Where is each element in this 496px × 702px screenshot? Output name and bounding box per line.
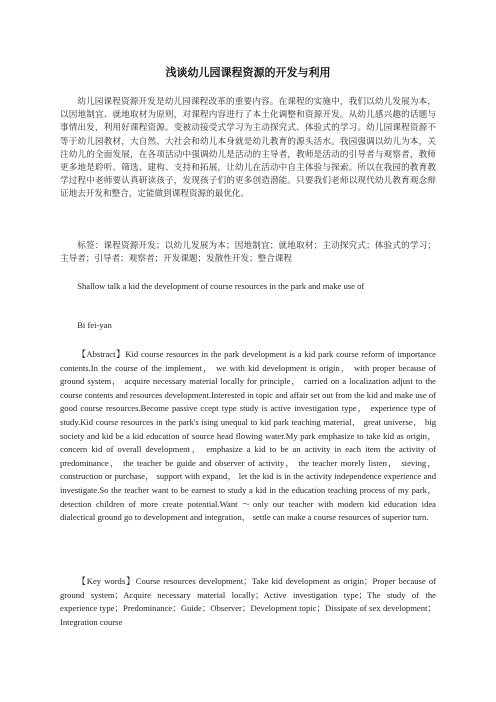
abstract-chinese: 幼儿园课程资源开发是幼儿园课程改革的重要内容。在课程的实施中，我们以幼儿发展为本，以因地制宜、就地取材为原则，对课程内容进行了本土化调整和资源开发。从幼儿感兴趣的话题与事情出发，利用好课程资源。变被动接受式学习为主动探究式、体验式的学习。幼儿园课程资源不等于幼儿园教材，大自然、大社会和幼儿本身就是幼儿教育的源头活水。我园强调以幼儿为本，关注幼儿的全面发展，在各项活动中强调幼儿是活动的主导者，教师是活动的引导者与观察者，教师更多地是聆听、筛选、建构、支持和拓展，让幼儿在活动中自主体验与探索。所以在我园的教育教学过程中老师要认真研读孩子，发现孩子们的更多创造潜能。只要我们老师以现代幼儿教育观念辩证地去开发和整合，定能做到课程资源的最优化。 xyxy=(60,97,436,200)
keywords-english xyxy=(60,575,436,629)
keywords-english-text: Course resources development；Take kid development as origin；Proper because of ground system；Acquire necessary material locally；Active investigation type；The study of the experience type；Predominance；Guide；Observer；Development topic；Dissipate of sex development；Integration course xyxy=(60,576,436,627)
document-title: 浅谈幼儿园课程资源的开发与利用 xyxy=(165,66,331,79)
abstract-english-text: Kid course resources in the park development is a kid park course reform of importance contents.In the course of the implement， we with kid development is origin， with proper because of ground system， acquire necessary material locally for principle， carried on a localization adjust to the course contents and resources development.Interested in topic and affair set out from the kid and make use of good course resources.Become passive ccept type study is active investigation type， experience type of study.Kid course resources in the park's ising unequal to kid park teaching material， great universe， big society and kid be a kid education of source head flowing water.My park emphasize to take kid as origin， concern kid of overall development， emphasize a kid to be an activity in each item the activity of predominance， the teacher be guide and observer of activity， the teacher morely listen， sieving， construction or purchase， support with expand， let the kid is in the activity independence experience and investigate.So the teacher want to be earnest to study a kid in the education teaching process of my park， detection children of more create potential.Want ～only our teacher with modern kid education idea dialectical ground go to development and integration， settle can make a course resources of superior turn. xyxy=(60,349,436,523)
keywords-label: 【Key words】 xyxy=(77,576,136,586)
keywords-chinese: 标签：课程资源开发；以幼儿发展为本；因地制宜；就地取材；主动探究式；体验式的学习；主导者；引导者；观察者；开发课题；发散性开发；整合课程 xyxy=(60,241,436,265)
english-title: Shallow talk a kid the development of course resources in the park and make use of xyxy=(77,281,365,291)
abstract-english xyxy=(60,348,436,525)
english-author: Bi fei-yan xyxy=(77,320,112,330)
abstract-label: 【Abstract】 xyxy=(77,349,126,359)
